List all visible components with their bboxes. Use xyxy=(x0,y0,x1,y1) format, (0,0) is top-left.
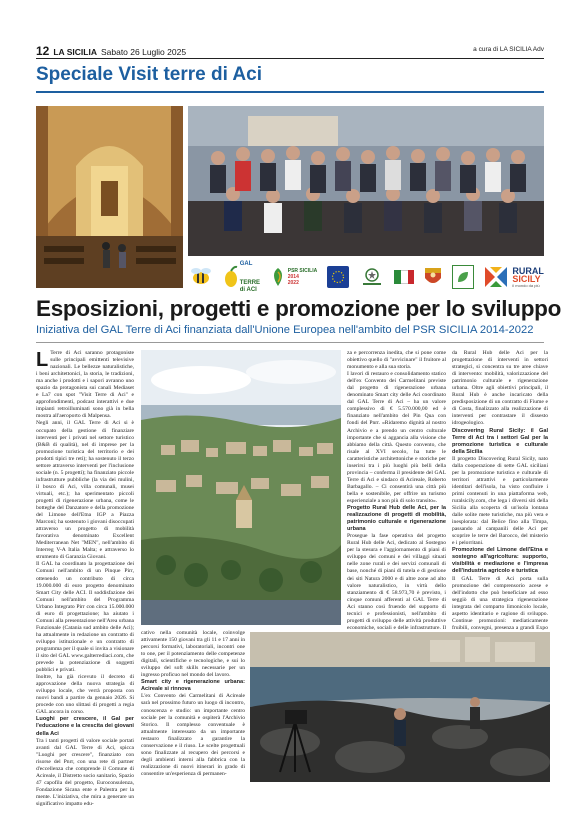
header-rule xyxy=(36,58,544,59)
article-headline: Esposizioni, progetti e promozione per lo sviluppo xyxy=(36,296,562,321)
col3-paragraph-3: Prosegue la fase operativa del progetto Rural Hub delle Aci, dedicato al Sostegno per la stesura e l'aggiornamento di piani di sviluppo dei comuni e dei villaggi situati nelle zone rurali e dei servizi comunali di base, nonché di piani di tutela e di gestione dei siti Natura 2000 e di altre zone ad alto valore naturalistico, in virtù dello stanziamento di € 58.973,70 è previsto, i cinque comuni afferenti al GAL Terre di Aci stanno così fruendo del supporto di tecnici e professionisti, nell'ambito di progetti di sviluppo delle attività produttive economiche, sociali e delle infrastrutture. Il xyxy=(347,533,446,631)
col2-subheading-2: Smart city e rigenerazione urbana: Acireale si rinnova xyxy=(141,679,245,693)
article-column-4 xyxy=(452,350,548,631)
headline-rule xyxy=(36,342,544,343)
bee-logo xyxy=(188,265,214,289)
coastal-filming-illustration xyxy=(250,632,550,782)
col1-paragraph-3: Il GAL ha coordinato la progettazione dei Comuni nell'ambito di un Pinque Pirr, ottenendo un contributo di circa 19.000.000 di euro progetto denominato Smart City delle ACI. Il soddisfazione dei Comuni nell'ambito del Programma Urbano Integrato Pirr con circa 15.000.000 di euro di progettazione; ha aiutato i Comuni alla presentazione nell'Area urbana Funzionale (Catania sud ambito delle Aci); ha attualmente in redazione un contratto di sviluppo istituzionale e un contratto di programma per il quale si invita a visionare il sito del GAL www.galterrediaci.com, che prevede la potenziazione di soggetti pubblici e privati. xyxy=(36,561,134,674)
trinacria-icon xyxy=(424,266,442,288)
eu-stars-icon xyxy=(330,269,346,285)
rural-sicily-subtitle: SICILY xyxy=(512,273,541,284)
drop-cap: L xyxy=(36,349,49,371)
italy-flag-logo xyxy=(394,270,414,284)
col1-paragraph-5: Tra i tanti progetti di valore sociale portati avanti dal GAL Terre di Aci, spicca "Luoghi per crescere", finanziato con risorse del Pnrr, con una rete di partner d'eccellenza che comprende il Comune di Acireale, il Distretto socio sanitario, Spazio 47 capofila del progetto, Euroconsulenza, Fondazione Sicana ente e Palestra per la mente. L'iniziativa, che mira a generare un significativo impatto edu- xyxy=(36,737,134,807)
col4-paragraph-2: Il progetto Discovering Rural Sicily, nato dalla cooperazione di sette GAL siciliani per la promozione turistica e culturale di territori attrattivi e particolarmente identitari dell'isola, ha visto confluire i primi contenuti in una piattaforma web, ruralsicily.com, che lega i diversi siti della Sicilia alla scoperta di un'isola lontana dalle solite mete turistiche, ma più vera e inesplorata: dal Belice fino alla Timpa, passando al campanili delle Aci per scoprire le terre del Barocco, del misterio e i pelorritani. xyxy=(452,455,548,547)
col1-paragraph-4: Inoltre, ha già ricevuto il decreto di approvazione della nuova strategia di sviluppo locale, che verrà proposta con nuovi bandi a partire da gennaio 2026. Si procede con uno slittasi di progetti a regia GAL ancora in corso. xyxy=(36,674,134,716)
col4-subheading-2: Discovering Rural Sicily: il Gal Terre di Aci tra i settori Gal per la promozione turistica e culturale della Sicilia xyxy=(452,427,548,455)
header-credit: a cura di LA SICILIA Adv xyxy=(473,46,544,53)
col3-subheading-3: Progetto Rural Hub delle Aci, per la realizzazione di progetti di mobilità, patrimonio culturale e rigenerazione urbana xyxy=(347,505,446,533)
eu-flag-logo xyxy=(327,266,349,288)
leader-logo xyxy=(452,265,474,289)
psr-years: 2014 2022 xyxy=(287,274,299,286)
col3-paragraph-2: I lavori di restauro e consolidamento statico dell'ex Convento dei Carmelitani previste dal progetto di rigenerazione urbana denominato Smart city delle Aci coordinato dal GAL Terre di Aci – ha un valore complessivo di € 5.570.000,00 ed è finanziato nell'ambito del Pin Qua con fondi del Pnrr. «Ridaremo dignità al nostro Archivio e a prendo un centro culturale importante che si aggancia alla visione che abbiamo della città. Questo convento, che risale al XVI secolo, ha tutte le caratteristiche architettoniche e storiche per inserirsi tra i più luoghi più belli della provincia – conferma il presidente del GAL Terre di Aci e sindaco di Acireale, Roberto Barbagallo. – Ci consentirà una città più bella e sostenibile, per offrire un turismo esperienziale a non più di solo transito». xyxy=(347,371,446,504)
rural-sicily-tagline: il mondo da più xyxy=(512,282,540,288)
ministry-logo xyxy=(359,266,385,288)
article-column-2 xyxy=(141,630,245,790)
col1-subheading-5: Luoghi per crescere, il Gal per l'educazione e la crescita dei giovani della Aci xyxy=(36,716,134,737)
col3-paragraph-1: za e percorrenza inedita, che si pone come obiettivo quello di "avvicinare" il fruitore al monumento e alla sua storia. xyxy=(347,350,446,371)
rural-sicily-title: RURAL xyxy=(512,265,544,276)
group-photo-illustration xyxy=(188,106,544,256)
article-column-3 xyxy=(347,350,446,631)
psr-sicilia-logo xyxy=(270,266,317,288)
gal-label: GAL xyxy=(239,260,253,267)
rural-sicily-mark-icon xyxy=(483,265,509,289)
col4-paragraph-3: Il GAL Terre di Aci porta sulla promozione del comprensorio acese e dell'indotto che può beneficiare ad esso seggiò di una strategica rigenerazione integrata del comparto limonicolo locale, aspetto identitario e ragione di sviluppo. Continue promozioni: mediaticamente fruibili, convegni, presenza a grandi Expo xyxy=(452,575,548,631)
section-title: Speciale Visit terre di Aci xyxy=(36,64,262,85)
church-interior-photo xyxy=(36,106,183,288)
lemon-icon xyxy=(224,265,238,289)
section-rule xyxy=(36,91,544,93)
church-interior-illustration xyxy=(36,106,183,288)
coastal-filming-photo xyxy=(250,632,550,782)
page-header xyxy=(36,44,186,58)
bee-icon xyxy=(188,265,214,289)
rural-sicily-logo xyxy=(483,265,544,289)
town-aerial-photo xyxy=(141,350,341,625)
article-subheadline: Iniziativa del GAL Terre di Aci finanziata dall'Unione Europea nell'ambito del PSR SICILIA 2014-2022 xyxy=(36,324,534,336)
issue-date: Sabato 26 Luglio 2025 xyxy=(100,47,187,57)
article-column-1 xyxy=(36,349,134,807)
col2-paragraph-2: L'ex Convento dei Carmelitani di Acireale sarà nel prossimo futuro un luogo di incontro, conoscenza e studio: un importante centro sociale per la comunità e ospiterà l'Archivio Storico. Il complesso conventuale è attualmente interessato da un importante restauro finalizzato a garantire la conservazione e il riuso. Le scelte progettuali sono finalizzate al recupero dei percorsi e degli ambienti interni alla fabbrica con la realizzazione di nuovi itinerari in grado di consentire un'esperienza di permanen- xyxy=(141,693,245,777)
psr-leaf-icon xyxy=(270,266,286,288)
republic-emblem-icon xyxy=(359,266,385,288)
col4-paragraph-1: da Rural Hub delle Aci per la progettazione di interventi in settori strategici, si concentra su tre aree chiave di intervento: mobilità, valorizzazione del patrimonio culturale e rigenerazione urbana. Oltre agli obiettivi principali, il Rural Hub è anche incaricato della predisposizione di un contratto di Fiume e di Costa, finalizzato alla realizzazione di interventi per contrastare il dissesto idrogeologico. xyxy=(452,350,548,427)
newspaper-brand: LA SICILIA xyxy=(53,47,97,57)
psr-label: PSR SICILIA xyxy=(287,268,318,274)
gal-name: TERRE di ACI xyxy=(239,280,261,293)
col4-subheading-3: Promozione del Limone dell'Etna e sostegno all'agricoltura: supporto, visibilità e mediazione e l'impresa dell'industria agricolo e turistica xyxy=(452,547,548,575)
group-photo xyxy=(188,106,544,256)
page-number: 12 xyxy=(36,44,50,58)
leader-leaf-icon xyxy=(456,270,470,284)
town-aerial-illustration xyxy=(141,350,341,625)
col2-paragraph-1: cativo nella comunità locale, coinvolge attivamente 150 giovani tra gli 11 e 17 anni in percorsi formativi, laboratoriali, incontri one to one, per il potenziamento delle competenze digitali, scientifiche e tecnologiche, e sui lo sviluppo del soft skills necessarie per un ingresso proficuo nel mondo del lavoro. xyxy=(141,630,245,679)
partner-logos xyxy=(188,260,544,294)
regione-sicilia-logo xyxy=(424,266,442,288)
col1-paragraph-2: Negli anni, il GAL Terre di Aci si è occupato della gestione di finanziare interventi per i privati nel settore turistico (B&B di qualità), nel di imprese per la promozione turistica del territorio e dei prodotti tipici tre reti); ha sostenuto il terzo settore attraverso interventi per l'inclusione sociale (n. 5 progetti); ha finanziato piccole infrastrutture pubbliche (la via dei mulini, il bosco di Aci, villa comunali, musei virtuali, etc.); ha sperimentato piccoli progetti di rigenerazione urbana, come le botteghe del Danzatore e della promozione del Limone dell'Etna IGP a Piazza Marconi; ha sostenuto i giovani disoccupati attraverso un progetto di mobilità favorativa denominato Excellent Mediterranean Net "MEN", nell'ambito di Interreg V-A Italia Malta; e attraverso lo strumento di Garanzia Giovani. xyxy=(36,420,134,561)
col1-paragraph-1: Terre di Aci saranno protagoniste sulle principali emittenti televisive nazionali. Le bellezze naturalistiche, i beni architettonici, la storia, le tradizioni, ma anche i prodotti e i sapori avranno uno spazio da protagonista sui canali Mediaset e La7 con spot "Visit Terre di Aci" e approfondimenti, podcast interattivi e due impianti retroilluminati sono già in bella mostra all'aeroporto di Malpensa. xyxy=(36,350,134,420)
